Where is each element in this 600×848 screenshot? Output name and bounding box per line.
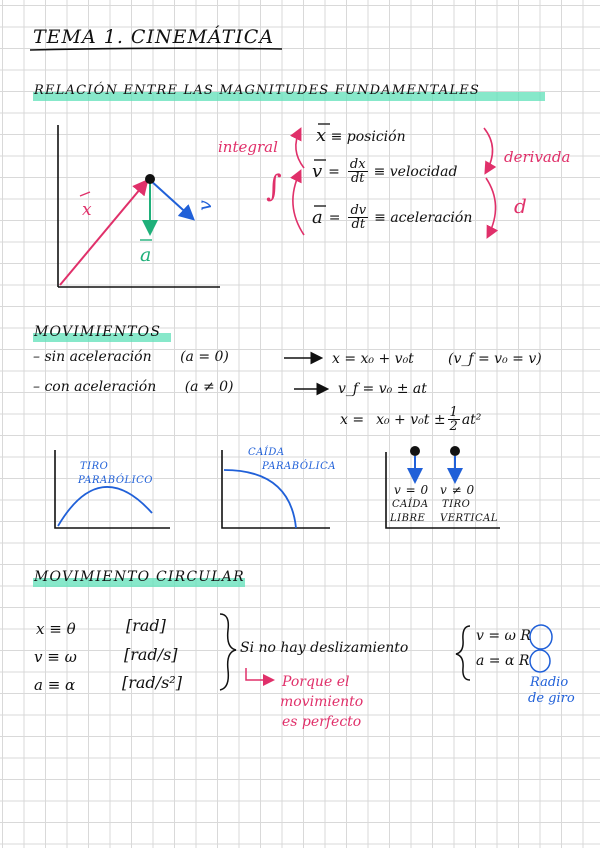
circular-eq-velocity: v = ω R [476, 628, 531, 644]
label-x-vector: x [82, 200, 92, 220]
integral-label: integral [218, 138, 278, 156]
movement-no-acceleration: – sin aceleración (a = 0) [33, 349, 229, 365]
note-line-2: movimiento [280, 694, 364, 710]
movement-no-acceleration-result: x = x₀ + v₀t [332, 351, 414, 367]
graph1-label-1: TIRO [80, 461, 109, 472]
acceleration-equation: a = $\frac{dv}{dt}$ ≡ aceleración [312, 203, 473, 232]
circular-row-position: x ≡ θ [36, 620, 76, 638]
movement-with-acceleration-result: v_f = v₀ ± at [338, 381, 427, 397]
graph3-left-2: CAÍDA [392, 499, 429, 510]
radius-label-1: Radio [530, 675, 569, 690]
position-equation: x ≡ posición [316, 125, 406, 146]
note-line-1: Porque el [282, 674, 350, 690]
no-sliding-text: Si no hay deslizamiento [240, 640, 409, 656]
circular-unit-acceleration: [rad/s²] [122, 673, 182, 692]
circular-row-acceleration: a ≡ α [34, 676, 76, 694]
movement-with-acceleration: – con aceleración (a ≠ 0) [33, 379, 234, 395]
graph3-right-2: TIRO [442, 499, 471, 510]
graph1-label-2: PARABÓLICO [78, 475, 153, 486]
integral-symbol: ∫ [266, 169, 282, 204]
velocity-equation: v = $\frac{dx}{dt}$ ≡ velocidad [312, 157, 458, 186]
derivative-symbol: d [514, 194, 527, 218]
relation-heading: RELACIÓN ENTRE LAS MAGNITUDES FUNDAMENTALES [34, 83, 481, 98]
movement-no-acceleration-extra: (v_f = v₀ = v) [448, 351, 542, 367]
page-title: TEMA 1. CINEMÁTICA [33, 26, 275, 48]
circular-unit-velocity: [rad/s] [124, 645, 178, 664]
circular-unit-position: [rad] [126, 616, 166, 635]
graph3-right-3: VERTICAL [440, 513, 499, 524]
movements-heading: MOVIMIENTOS [34, 324, 162, 340]
graph2-label-1: CAÍDA [248, 447, 285, 458]
graph3-left-1: v = 0 [394, 483, 429, 497]
graph3-right-1: v ≠ 0 [440, 483, 475, 497]
graph3-left-3: LIBRE [390, 513, 426, 524]
label-v-vector: v [193, 200, 216, 211]
note-line-3: es perfecto [282, 714, 362, 730]
circular-row-velocity: v ≡ ω [34, 648, 77, 666]
circular-heading: MOVIMIENTO CIRCULAR [34, 569, 245, 585]
graph2-label-2: PARABÓLICA [262, 461, 336, 472]
derivative-label: derivada [504, 148, 571, 166]
circular-eq-acceleration: a = α R [476, 653, 530, 669]
position-with-acceleration: x = x₀ + v₀t ± $\frac{1}{2}$ at² [340, 405, 482, 434]
radius-label-2: de giro [528, 691, 575, 706]
label-a-vector: a [140, 244, 152, 266]
